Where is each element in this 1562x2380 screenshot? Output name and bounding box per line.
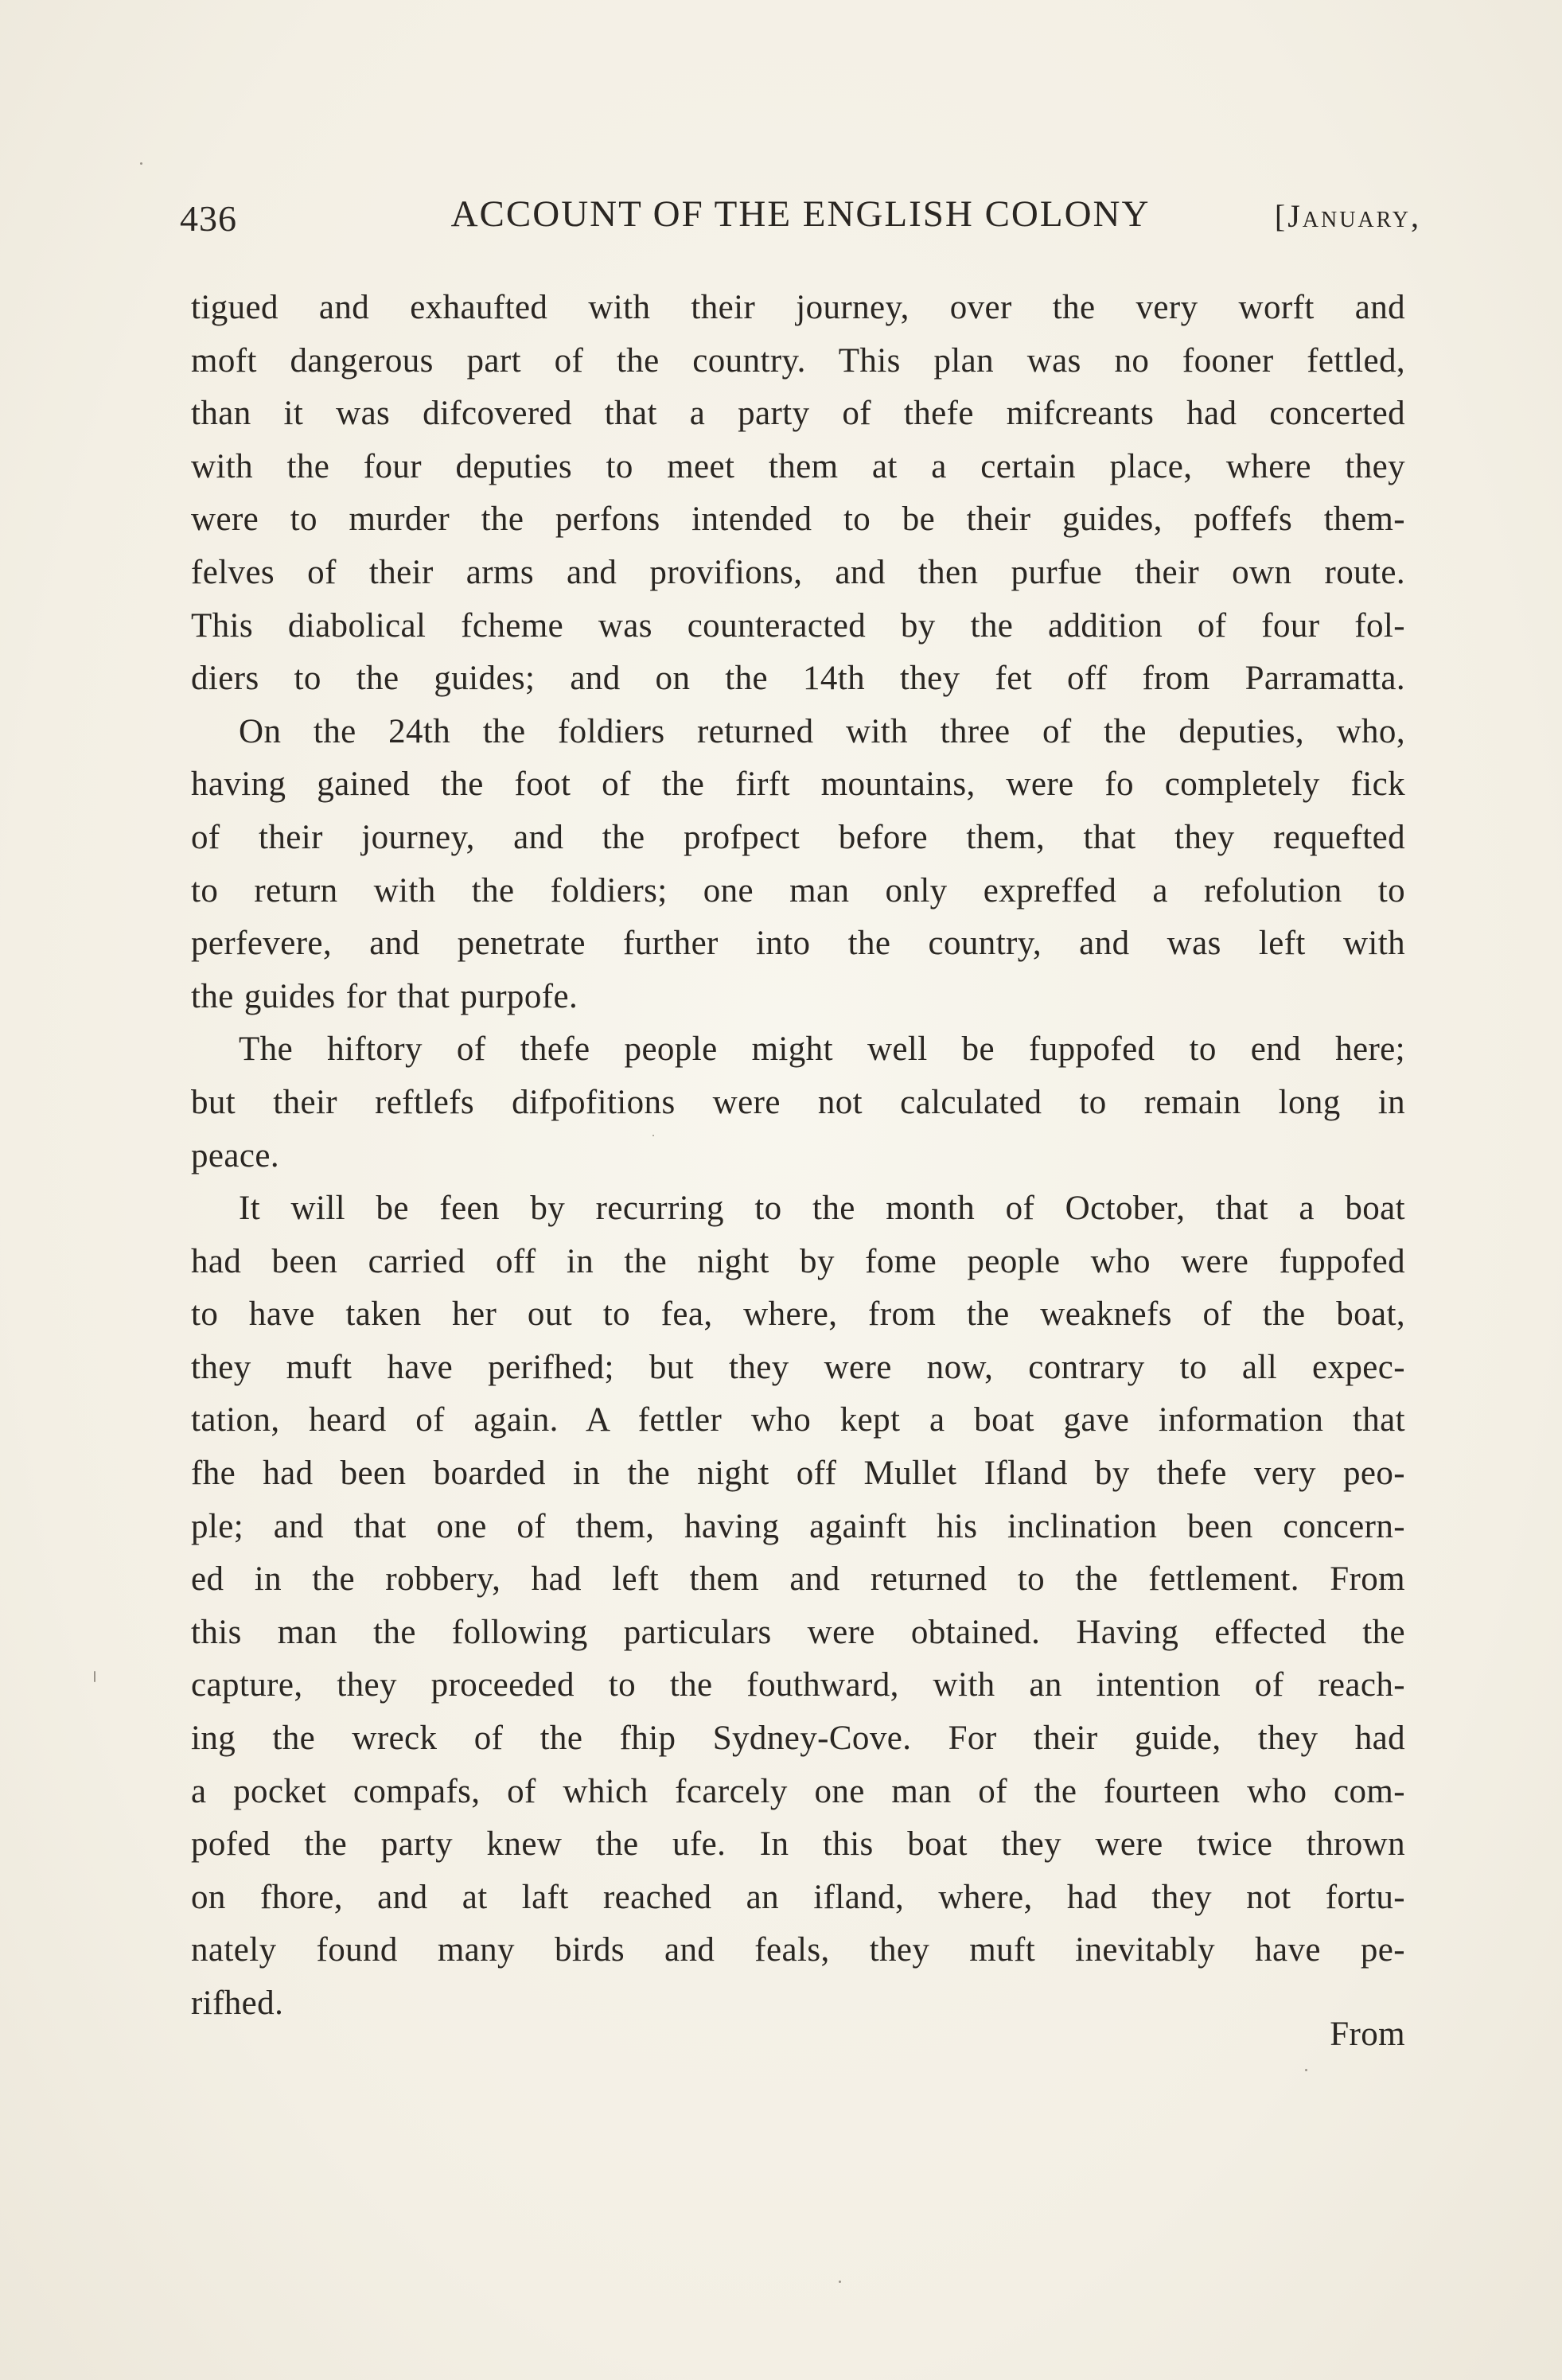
text-line: tation, heard of again. A fettler who kept a boat gave information that [191, 1401, 1405, 1439]
text-line: On the 24th the foldiers returned with three of the deputies, who, [239, 712, 1405, 750]
text-line: The hiftory of thefe people might well be fuppofed to end here; [239, 1030, 1405, 1069]
text-line: rifhed. [191, 1985, 284, 2022]
text-line: moft dangerous part of the country. This plan was no fooner fettled, [191, 341, 1405, 380]
text-line: to return with the foldiers; one man only expreffed a refolution to [191, 871, 1405, 910]
text-line: but their reftlefs difpofitions were not calculated to remain long in [191, 1083, 1405, 1121]
text-line: of their journey, and the profpect before them, that they requefted [191, 818, 1405, 856]
paper-speck [652, 1135, 654, 1136]
text-line: to have taken her out to fea, where, from the weaknefs of the boat, [191, 1295, 1405, 1334]
text-line: peace. [191, 1136, 279, 1174]
text-line: on fhore, and at laft reached an ifland, where, had they not fortu- [191, 1878, 1405, 1916]
text-line: perfevere, and penetrate further into the country, and was left with [191, 925, 1405, 963]
text-line: ing the wreck of the fhip Sydney-Cove. For their guide, they had [191, 1720, 1405, 1758]
text-line: a pocket compafs, of which fcarcely one man of the fourteen who com- [191, 1772, 1405, 1810]
text-line: they muft have perifhed; but they were now, contrary to all expec- [191, 1348, 1405, 1386]
text-line: ple; and that one of them, having againft his inclination been concern- [191, 1507, 1405, 1545]
paper-speck [140, 162, 142, 165]
text-line: felves of their arms and provifions, and then purfue their own route. [191, 553, 1405, 591]
running-month: [January, [1274, 198, 1421, 234]
catchword: From [1330, 2016, 1405, 2053]
text-line: than it was difcovered that a party of thefe mifcreants had concerted [191, 395, 1405, 433]
text-line: this man the following particulars were obtained. Having effected the [191, 1613, 1405, 1651]
text-line: had been carried off in the night by fome people who were fuppofed [191, 1242, 1405, 1280]
text-line: It will be feen by recurring to the month of October, that a boat [239, 1190, 1405, 1228]
text-line: pofed the party knew the ufe. In this boat they were twice thrown [191, 1825, 1405, 1864]
body-text [191, 282, 1405, 2031]
page-number: 436 [180, 198, 237, 239]
text-line: were to murder the perfons intended to be their guides, poffefs them- [191, 501, 1405, 539]
text-line: fhe had been boarded in the night off Mullet Ifland by thefe very peo- [191, 1455, 1405, 1493]
running-title: ACCOUNT OF THE ENGLISH COLONY [450, 193, 1151, 235]
text-line: nately found many birds and feals, they muft inevitably have pe- [191, 1931, 1405, 1969]
text-line: having gained the foot of the firft mountains, were fo completely fick [191, 765, 1405, 804]
text-line: This diabolical fcheme was counteracted by the addition of four fol- [191, 606, 1405, 645]
text-line: ed in the robbery, had left them and returned to the fettlement. From [191, 1560, 1405, 1599]
page-header [180, 189, 1421, 245]
text-line: diers to the guides; and on the 14th they fet off from Parramatta. [191, 660, 1405, 698]
text-line: capture, they proceeded to the fouthward, with an intention of reach- [191, 1666, 1405, 1704]
text-line: the guides for that purpofe. [191, 977, 578, 1015]
text-line: with the four deputies to meet them at a certain place, where they [191, 447, 1405, 485]
paper-speck [839, 2281, 841, 2283]
paper-speck [1305, 2069, 1307, 2071]
paper-speck [94, 1671, 95, 1682]
text-line: tigued and exhaufted with their journey, over the very worft and [191, 289, 1405, 326]
